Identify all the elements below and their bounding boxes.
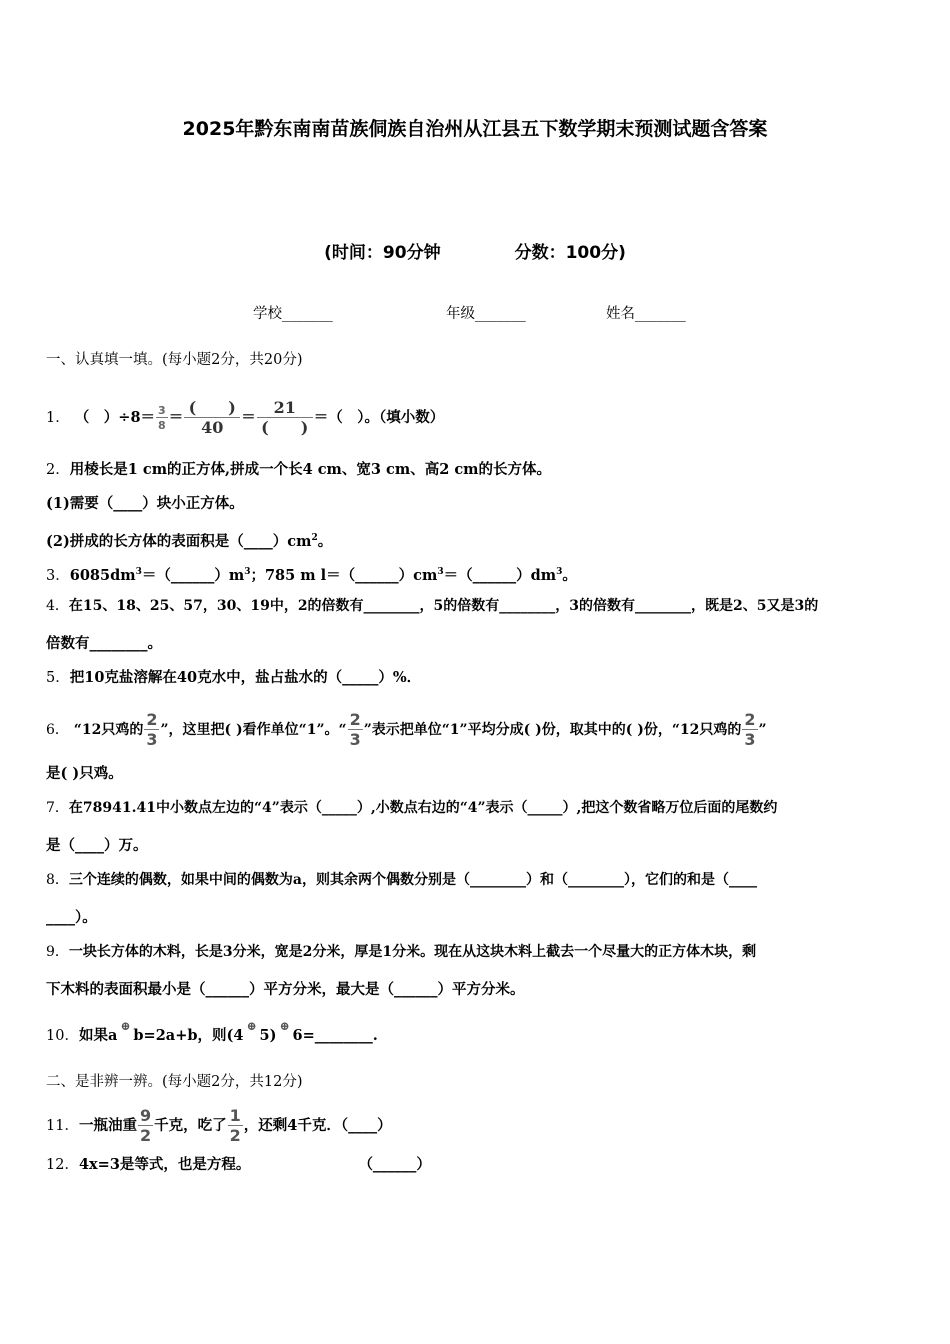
q10-b: b=2a+b，则(4 bbox=[133, 1027, 244, 1044]
q4-line-2: 倍数有________。 bbox=[46, 635, 162, 652]
fraction-21-blank: $\frac{21}{( )}$ bbox=[257, 400, 313, 436]
question-number: 8． bbox=[46, 872, 69, 888]
superscript: 3 bbox=[437, 567, 444, 577]
superscript: 3 bbox=[135, 567, 142, 577]
q10-d: 6=________. bbox=[292, 1027, 378, 1044]
q6-c: ”表示把单位“1”平均分成( )份，取其中的( )份，“12只鸡的 bbox=[363, 722, 742, 738]
q3-b: ＝（______）m bbox=[141, 566, 245, 584]
grade-field: 年级_______ bbox=[446, 306, 526, 322]
oplus-operator: ⊕ bbox=[279, 1019, 290, 1033]
question-9 bbox=[46, 942, 756, 962]
question-12 bbox=[46, 1155, 431, 1175]
question-number: 12． bbox=[46, 1157, 79, 1173]
q10-a: 如果a bbox=[78, 1027, 118, 1044]
question-number: 4． bbox=[46, 598, 69, 614]
q6-line-2: 是( )只鸡。 bbox=[46, 765, 123, 782]
question-number: 10． bbox=[46, 1028, 79, 1044]
oplus-operator: ⊕ bbox=[246, 1019, 257, 1033]
q2-part-2 bbox=[46, 528, 332, 552]
q6-a: “12只鸡的 bbox=[73, 722, 144, 738]
q3-d: ＝（______）dm bbox=[443, 566, 557, 584]
q3-c: ；785 m l＝（______）cm bbox=[250, 566, 438, 584]
question-1 bbox=[46, 400, 444, 436]
exam-time: (时间：90分钟 bbox=[324, 243, 441, 263]
q9-line-2: 下木料的表面积最小是（______）平方分米，最大是（______）平方分米。 bbox=[46, 981, 525, 998]
q1-part-a: （ ）÷8＝ bbox=[74, 409, 156, 426]
exam-score: 分数：100分) bbox=[514, 243, 626, 263]
question-3 bbox=[46, 562, 577, 586]
name-field: 姓名_______ bbox=[606, 306, 686, 322]
q11-b: 千克，吃了 bbox=[154, 1117, 227, 1134]
equals-sign: ＝ bbox=[241, 409, 256, 426]
q3-a: 6085dm bbox=[69, 566, 136, 584]
q10-c: 5) bbox=[259, 1027, 277, 1044]
superscript: 3 bbox=[556, 567, 563, 577]
question-number: 9． bbox=[46, 944, 69, 960]
q5-text: 把10克盐溶解在40克水中，盐占盐水的（_____）%． bbox=[69, 669, 422, 686]
question-number: 2． bbox=[46, 462, 70, 478]
q1-part-b: ＝（ ）。（填小数） bbox=[313, 409, 445, 426]
fraction-3-8: $\frac{3}{8}$ bbox=[158, 404, 166, 432]
q3-e: 。 bbox=[562, 566, 577, 584]
q4-line-1: 在15、18、25、57，30、19中，2的倍数有________，5的倍数有________，3的倍数有________，既是2、5又是3的 bbox=[68, 598, 819, 614]
superscript: 2 bbox=[311, 533, 318, 543]
q7-line-1: 在78941.41中小数点左边的“4”表示（_____）,小数点右边的“4”表示（_____）,把这个数省略万位后面的尾数约 bbox=[68, 800, 778, 816]
oplus-operator: ⊕ bbox=[120, 1019, 131, 1033]
q9-line-1: 一块长方体的木料，长是3分米，宽是2分米，厚是1分米。现在从这块木料上截去一个尽量大的正方体木块，剩 bbox=[68, 944, 757, 960]
fraction-9-2: $\frac{9}{2}$ bbox=[139, 1106, 152, 1145]
q12-answer-blank: （______） bbox=[358, 1156, 431, 1173]
question-number: 3． bbox=[46, 567, 70, 584]
school-field: 学校_______ bbox=[253, 306, 333, 322]
q12-text: 4x=3是等式，也是方程。 bbox=[78, 1156, 251, 1173]
question-11 bbox=[46, 1108, 392, 1144]
q2-part-1: (1)需要（____）块小正方体。 bbox=[46, 495, 244, 512]
question-number: 7． bbox=[46, 800, 69, 816]
q6-d: ” bbox=[758, 722, 767, 738]
question-number: 1． bbox=[46, 410, 70, 426]
exam-time-score bbox=[0, 238, 950, 263]
q2-part-2-end: 。 bbox=[317, 532, 333, 550]
question-number: 6． bbox=[46, 722, 69, 738]
fraction-2-3: $\frac{2}{3}$ bbox=[744, 710, 756, 749]
question-4 bbox=[46, 596, 818, 616]
fraction-1-2: $\frac{1}{2}$ bbox=[229, 1106, 241, 1145]
q7-line-2: 是（____）万。 bbox=[46, 837, 148, 854]
document-title: 2025年黔东南南苗族侗族自治州从江县五下数学期末预测试题含答案 bbox=[182, 118, 768, 140]
q11-a: 一瓶油重 bbox=[78, 1117, 137, 1134]
q6-b: ”，这里把( )看作单位“1”。“ bbox=[160, 722, 347, 738]
equals-sign: ＝ bbox=[168, 409, 184, 426]
q2-part-2-text: (2)拼成的长方体的表面积是（____）cm bbox=[46, 532, 312, 550]
fraction-2-3: $\frac{2}{3}$ bbox=[146, 710, 158, 749]
fraction-blank-40: $\frac{( )}{40}$ bbox=[184, 400, 240, 436]
section-2-heading: 二、是非辨一辨。(每小题2分，共12分) bbox=[46, 1074, 303, 1090]
q8-line-2: ____）。 bbox=[46, 909, 97, 926]
q11-c: ，还剩4千克．（____） bbox=[243, 1117, 392, 1134]
section-1-heading: 一、认真填一填。(每小题2分，共20分) bbox=[46, 352, 303, 368]
question-7 bbox=[46, 798, 777, 818]
question-number: 11． bbox=[46, 1118, 79, 1134]
fraction-2-3: $\frac{2}{3}$ bbox=[349, 710, 361, 749]
question-8 bbox=[46, 870, 757, 890]
q2-text: 用棱长是1 cm的正方体,拼成一个长4 cm、宽3 cm、高2 cm的长方体。 bbox=[69, 461, 552, 478]
superscript: 3 bbox=[244, 567, 251, 577]
question-10 bbox=[46, 1019, 378, 1046]
q8-line-1: 三个连续的偶数，如果中间的偶数为a，则其余两个偶数分别是（________）和（________），它们的和是（____ bbox=[68, 872, 757, 888]
question-2 bbox=[46, 460, 551, 480]
question-5 bbox=[46, 668, 421, 688]
question-number: 5． bbox=[46, 670, 70, 686]
question-6 bbox=[46, 712, 767, 748]
